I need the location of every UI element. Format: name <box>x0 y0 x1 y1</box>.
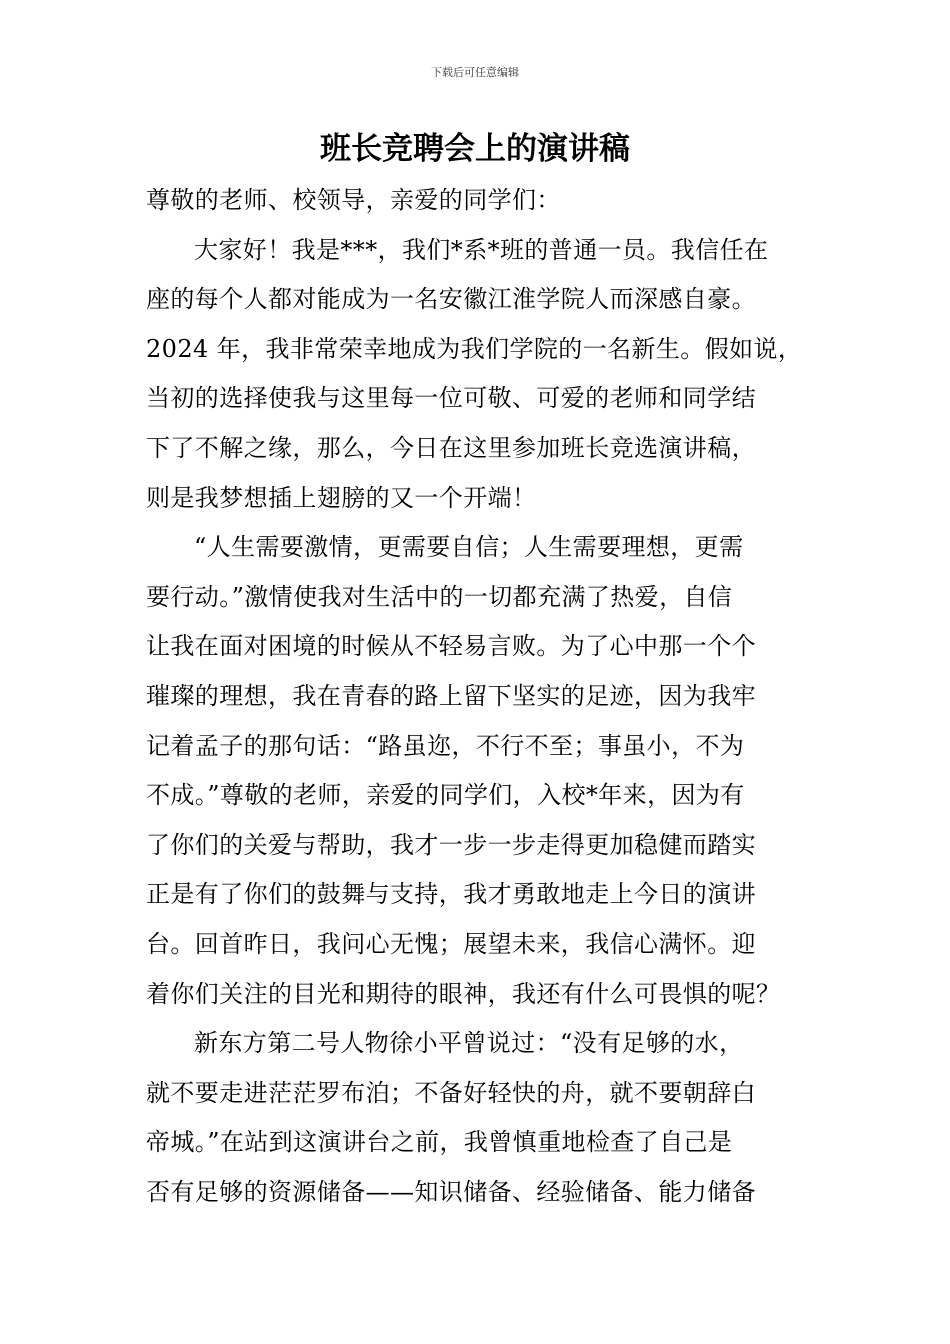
paragraph-line: 台。回首昨日，我问心无愧；展望未来，我信心满怀。迎 <box>146 929 756 958</box>
paragraph-line: “人生需要激情，更需要自信；人生需要理想，更需 <box>194 533 744 562</box>
paragraph-line: 不成。”尊敬的老师，亲爱的同学们，入校*年来，因为有 <box>146 781 745 810</box>
document-title: 班长竞聘会上的演讲稿 <box>320 131 630 167</box>
paragraph-line: 否有足够的资源储备——知识储备、经验储备、能力储备 <box>146 1177 756 1206</box>
paragraph-line: 下了不解之缘，那么，今日在这里参加班长竞选演讲稿， <box>146 433 756 462</box>
salutation-line: 尊敬的老师、校领导，亲爱的同学们： <box>146 186 561 214</box>
paragraph-line: 大家好！我是***，我们*系*班的普通一员。我信任在 <box>194 235 769 264</box>
paragraph-line: 座的每个人都对能成为一名安徽江淮学院人而深感自豪。 <box>146 285 756 314</box>
paragraph-line: 则是我梦想插上翅膀的又一个开端！ <box>146 483 537 512</box>
paragraph-line: 当初的选择使我与这里每一位可敬、可爱的老师和同学结 <box>146 384 756 413</box>
paragraph-line: 让我在面对困境的时候从不轻易言败。为了心中那一个个 <box>146 632 756 661</box>
paragraph-line: 2024 年，我非常荣幸地成为我们学院的一名新生。假如说， <box>146 334 803 363</box>
header-note: 下载后可任意编辑 <box>431 66 519 79</box>
paragraph-line: 正是有了你们的鼓舞与支持，我才勇敢地走上今日的演讲 <box>146 880 756 909</box>
paragraph-line: 璀璨的理想，我在青春的路上留下坚实的足迹，因为我牢 <box>146 681 756 710</box>
paragraph-line: 就不要走进茫茫罗布泊；不备好轻快的舟，就不要朝辞白 <box>146 1078 756 1107</box>
document-body <box>146 180 826 1221</box>
paragraph-line: 要行动。”激情使我对生活中的一切都充满了热爱，自信 <box>146 582 733 611</box>
paragraph-line: 了你们的关爱与帮助，我才一步一步走得更加稳健而踏实 <box>146 830 756 859</box>
paragraph-line: 着你们关注的目光和期待的眼神，我还有什么可畏惧的呢？ <box>146 979 781 1008</box>
paragraph-line: 记着孟子的那句话：“路虽迩，不行不至；事虽小，不为 <box>146 731 745 760</box>
paragraph-line: 帝城。”在站到这演讲台之前，我曾慎重地检查了自己是 <box>146 1128 733 1157</box>
paragraph-line: 新东方第二号人物徐小平曾说过：“没有足够的水， <box>194 1029 744 1058</box>
